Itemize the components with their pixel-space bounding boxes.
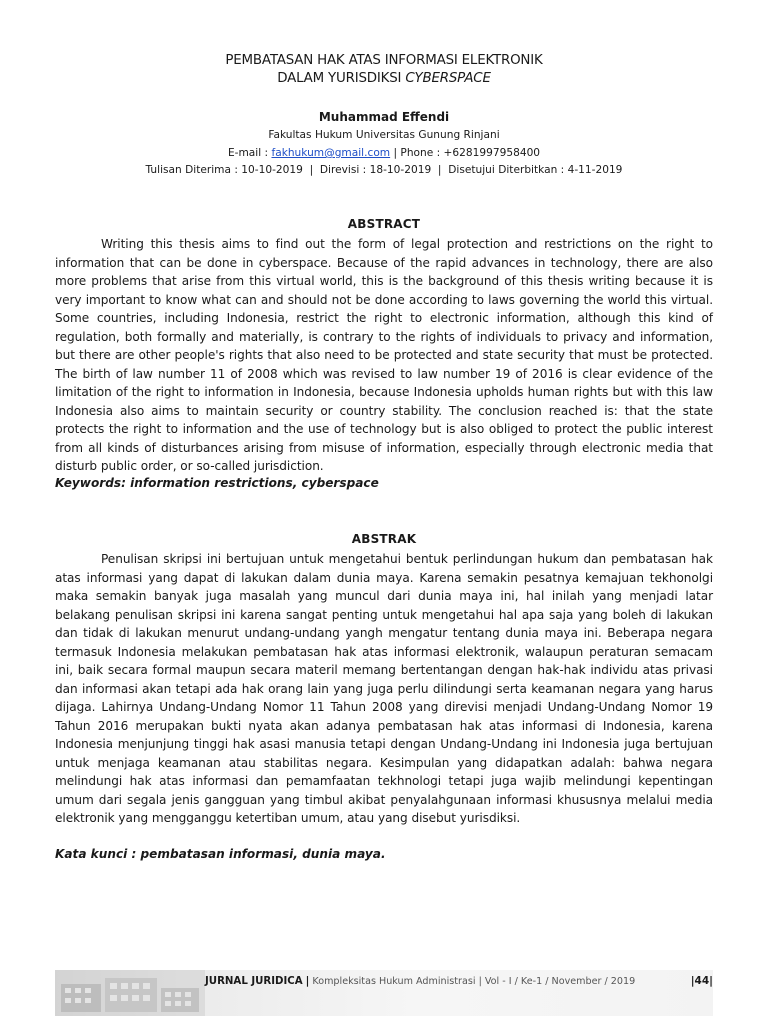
email-link[interactable]: fakhukum@gmail.com — [271, 147, 391, 159]
title-line-1: PEMBATASAN HAK ATAS INFORMASI ELEKTRONIK — [225, 53, 543, 68]
email-label: E-mail : — [227, 147, 272, 159]
title-line-2-text: DALAM YURISDIKSI — [277, 71, 406, 86]
journal-name: JURNAL JURIDICA — [205, 976, 303, 987]
building-watermark-icon — [55, 970, 205, 1016]
journal-issue: Kompleksitas Hukum Administrasi | Vol - I / Ke-1 / November / 2019 — [312, 976, 636, 987]
footer-separator: | — [305, 976, 310, 987]
author-contact — [0, 146, 768, 161]
keywords: Keywords: information restrictions, cyberspace — [55, 476, 379, 490]
author-name: Muhammad Effendi — [318, 110, 450, 124]
author-affiliation: Fakultas Hukum Universitas Gunung Rinjani — [268, 129, 500, 141]
kata-kunci: Kata kunci : pembatasan informasi, dunia maya. — [55, 847, 386, 861]
page-footer — [55, 970, 713, 1016]
paper-title — [0, 52, 768, 88]
abstrak-body: Penulisan skripsi ini bertujuan untuk mengetahui bentuk perlindungan hukum dan pembatasan hak atas informasi yang dapat di lakukan dalam dunia maya. Karena semakin pesatnya kemajuan tekhonolgi maka semakin banyak juga masalah yang muncul dari dunia maya ini, hal inilah yang menjadi latar belakang penulisan skripsi ini karena sangat penting untuk mengetahui hal apa saja yang boleh di lakukan dan tidak di lakukan menurut undang-undang yangh mengatur tentang dunia maya ini. Beberapa negara termasuk Indonesia melakukan pembatasan hak atas informasi elektronik, walaupun peraturan semacam ini, baik secara formal maupun secara materil memang bertentangan dengan hak-hak individu atas privasi dan informasi akan tetapi ada hak orang lain yang juga perlu dilindungi serta keamanan negara yang harus dijaga. Lahirnya Undang-Undang Nomor 11 Tahun 2008 yang direvisi menjadi Undang-Undang Nomor 19 Tahun 2016 merupakan bukti nyata akan adanya pembatasan hak atas informasi di Indonesia, karena Indonesia menjunjung tinggi hak asasi manusia tetapi dengan Undang-Undang ini Indonesia juga bertujuan untuk menjaga keamanan atau stabilitas negara. Kesimpulan yang didapatkan adalah: bahwa negara melindungi hak atas informasi dan pemamfaatan tekhnologi tetapi juga wajib melindungi kepentingan umum dari segala jenis gangguan yang timbul akibat penyalahgunaan informasi khususnya melalui media elektronik yang mengganggu ketertiban umum, atau yang disebut yurisdiksi. — [55, 552, 713, 825]
title-line-2-italic: CYBERSPACE — [405, 71, 491, 86]
footer-journal-info — [205, 976, 635, 987]
phone-text: | Phone : +6281997958400 — [390, 147, 541, 159]
abstract-heading: ABSTRACT — [347, 217, 421, 231]
submission-dates: Tulisan Diterima : 10-10-2019 | Direvisi : 18-10-2019 | Disetujui Diterbitkan : 4-11-2019 — [145, 164, 623, 176]
title-line-2 — [0, 70, 768, 88]
page-number: |44| — [690, 975, 713, 987]
abstract-body: Writing this thesis aims to find out the form of legal protection and restrictions on the right to information that can be done in cyberspace. Because of the rapid advances in technology, there are also more problems that arise from this virtual world, this is the background of this thesis writing because it is very important to know what can and should not be done according to laws governing the world this virtual. Some countries, including Indonesia, restrict the right to electronic information, although this kind of regulation, both formally and materially, is contrary to the rights of individuals to privacy and information, but there are other people's rights that also need to be protected and state security that must be protected. The birth of law number 11 of 2008 which was revised to law number 19 of 2016 is clear evidence of the limitation of the right to information in Indonesia, because Indonesia upholds human rights but with this law Indonesia also aims to maintain security or country stability. The conclusion reached is: that the state protects the right to information and the use of technology but is also obliged to protect the public interest from all kinds of disturbances arising from misuse of information, especially through electronic media that disturb public order, or so-called jurisdiction. — [55, 237, 713, 473]
abstrak-heading: ABSTRAK — [351, 532, 417, 546]
